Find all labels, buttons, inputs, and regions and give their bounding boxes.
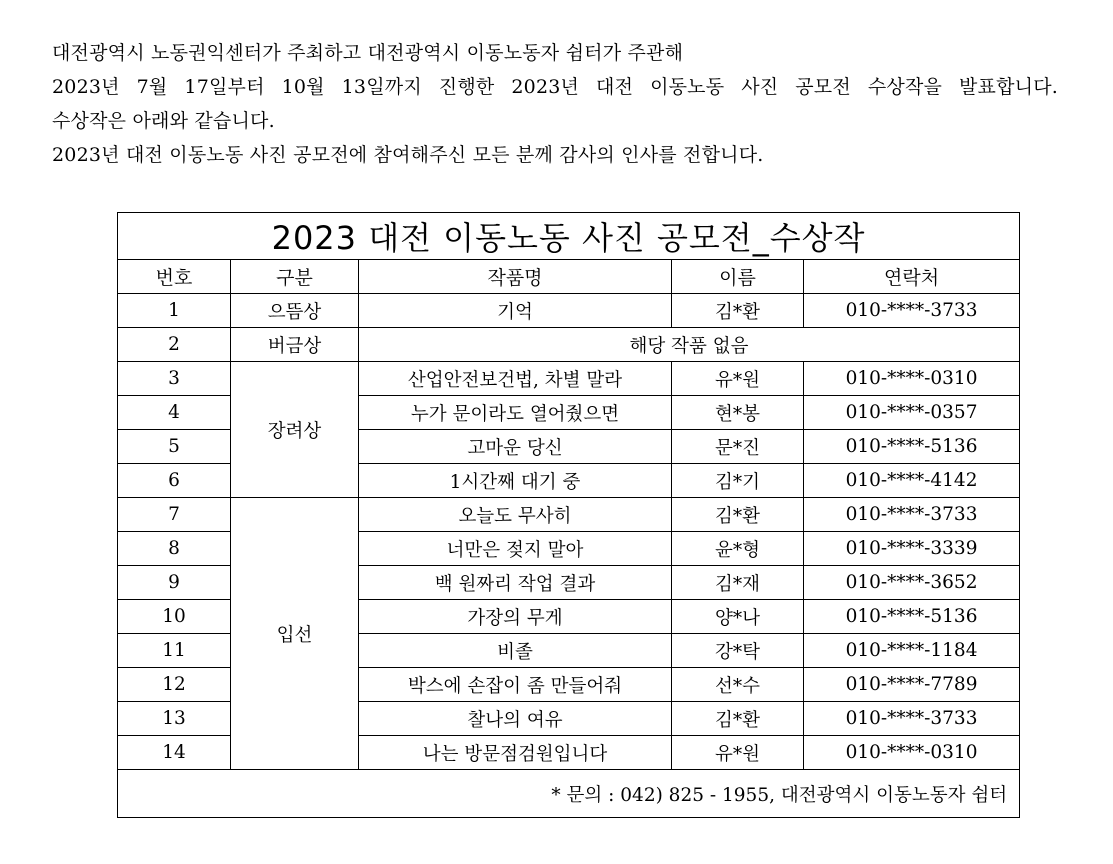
row-work: 백 원짜리 작업 결과 bbox=[359, 566, 672, 600]
row-work: 찰나의 여유 bbox=[359, 702, 672, 736]
row-contact: 010-****-4142 bbox=[804, 464, 1020, 498]
table-row bbox=[118, 328, 1020, 362]
row-contact: 010-****-0310 bbox=[804, 362, 1020, 396]
row-contact: 010-****-3733 bbox=[804, 294, 1020, 328]
row-number: 13 bbox=[118, 702, 231, 736]
table-row bbox=[118, 362, 1020, 396]
intro-line-2: 2023년 7월 17일부터 10월 13일까지 진행한 2023년 대전 이동노동 사진 공모전 수상작을 발표합니다. bbox=[52, 76, 1058, 98]
row-contact: 010-****-1184 bbox=[804, 634, 1020, 668]
row-work: 1시간째 대기 중 bbox=[359, 464, 672, 498]
row-number: 9 bbox=[118, 566, 231, 600]
row-number: 3 bbox=[118, 362, 231, 396]
row-name: 현*봉 bbox=[672, 396, 804, 430]
row-contact: 010-****-5136 bbox=[804, 600, 1020, 634]
row-name: 유*원 bbox=[672, 362, 804, 396]
row-number: 14 bbox=[118, 736, 231, 770]
row-number: 10 bbox=[118, 600, 231, 634]
row-work: 너만은 젖지 말아 bbox=[359, 532, 672, 566]
category-encourage: 장려상 bbox=[231, 362, 359, 498]
intro-line-1: 대전광역시 노동권익센터가 주최하고 대전광역시 이동노동자 쉼터가 주관해 bbox=[52, 42, 684, 64]
award-table bbox=[117, 212, 1020, 818]
row-work: 나는 방문점검원입니다 bbox=[359, 736, 672, 770]
row-work: 오늘도 무사히 bbox=[359, 498, 672, 532]
header-category: 구분 bbox=[231, 260, 359, 294]
category-silver: 버금상 bbox=[231, 328, 359, 362]
row-name: 유*원 bbox=[672, 736, 804, 770]
row-work: 기억 bbox=[359, 294, 672, 328]
intro-text bbox=[52, 36, 1072, 172]
row-work: 박스에 손잡이 좀 만들어줘 bbox=[359, 668, 672, 702]
row-name: 선*수 bbox=[672, 668, 804, 702]
row-work: 누가 문이라도 열어줬으면 bbox=[359, 396, 672, 430]
row-contact: 010-****-0357 bbox=[804, 396, 1020, 430]
row-contact: 010-****-7789 bbox=[804, 668, 1020, 702]
row-number: 1 bbox=[118, 294, 231, 328]
row-name: 김*재 bbox=[672, 566, 804, 600]
row-contact: 010-****-0310 bbox=[804, 736, 1020, 770]
row-number: 5 bbox=[118, 430, 231, 464]
table-row bbox=[118, 498, 1020, 532]
header-contact: 연락처 bbox=[804, 260, 1020, 294]
row-name: 김*환 bbox=[672, 702, 804, 736]
row-number: 11 bbox=[118, 634, 231, 668]
row-contact: 010-****-3733 bbox=[804, 498, 1020, 532]
table-header-row bbox=[118, 260, 1020, 294]
row-contact: 010-****-5136 bbox=[804, 430, 1020, 464]
intro-line-4: 2023년 대전 이동노동 사진 공모전에 참여해주신 모든 분께 감사의 인사를 전합니다. bbox=[52, 144, 764, 166]
row-number: 4 bbox=[118, 396, 231, 430]
row-number: 6 bbox=[118, 464, 231, 498]
row-name: 문*진 bbox=[672, 430, 804, 464]
row-number: 2 bbox=[118, 328, 231, 362]
silver-none-note: 해당 작품 없음 bbox=[359, 328, 1020, 362]
row-work: 가장의 무게 bbox=[359, 600, 672, 634]
row-name: 김*기 bbox=[672, 464, 804, 498]
table-row bbox=[118, 294, 1020, 328]
inquiry-note: * 문의 : 042) 825 - 1955, 대전광역시 이동노동자 쉼터 bbox=[118, 770, 1020, 818]
row-work: 고마운 당신 bbox=[359, 430, 672, 464]
row-number: 12 bbox=[118, 668, 231, 702]
row-name: 김*환 bbox=[672, 498, 804, 532]
header-name: 이름 bbox=[672, 260, 804, 294]
row-name: 김*환 bbox=[672, 294, 804, 328]
row-number: 7 bbox=[118, 498, 231, 532]
row-name: 강*탁 bbox=[672, 634, 804, 668]
table-title-row bbox=[118, 213, 1020, 260]
header-work: 작품명 bbox=[359, 260, 672, 294]
row-name: 윤*형 bbox=[672, 532, 804, 566]
row-number: 8 bbox=[118, 532, 231, 566]
row-contact: 010-****-3652 bbox=[804, 566, 1020, 600]
table-footer-row bbox=[118, 770, 1020, 818]
row-contact: 010-****-3339 bbox=[804, 532, 1020, 566]
category-grand: 으뜸상 bbox=[231, 294, 359, 328]
row-contact: 010-****-3733 bbox=[804, 702, 1020, 736]
intro-line-3: 수상작은 아래와 같습니다. bbox=[52, 110, 275, 132]
category-selected: 입선 bbox=[231, 498, 359, 770]
row-work: 산업안전보건법, 차별 말라 bbox=[359, 362, 672, 396]
table-title: 2023 대전 이동노동 사진 공모전_수상작 bbox=[118, 213, 1020, 260]
row-work: 비졸 bbox=[359, 634, 672, 668]
header-number: 번호 bbox=[118, 260, 231, 294]
row-name: 양*나 bbox=[672, 600, 804, 634]
